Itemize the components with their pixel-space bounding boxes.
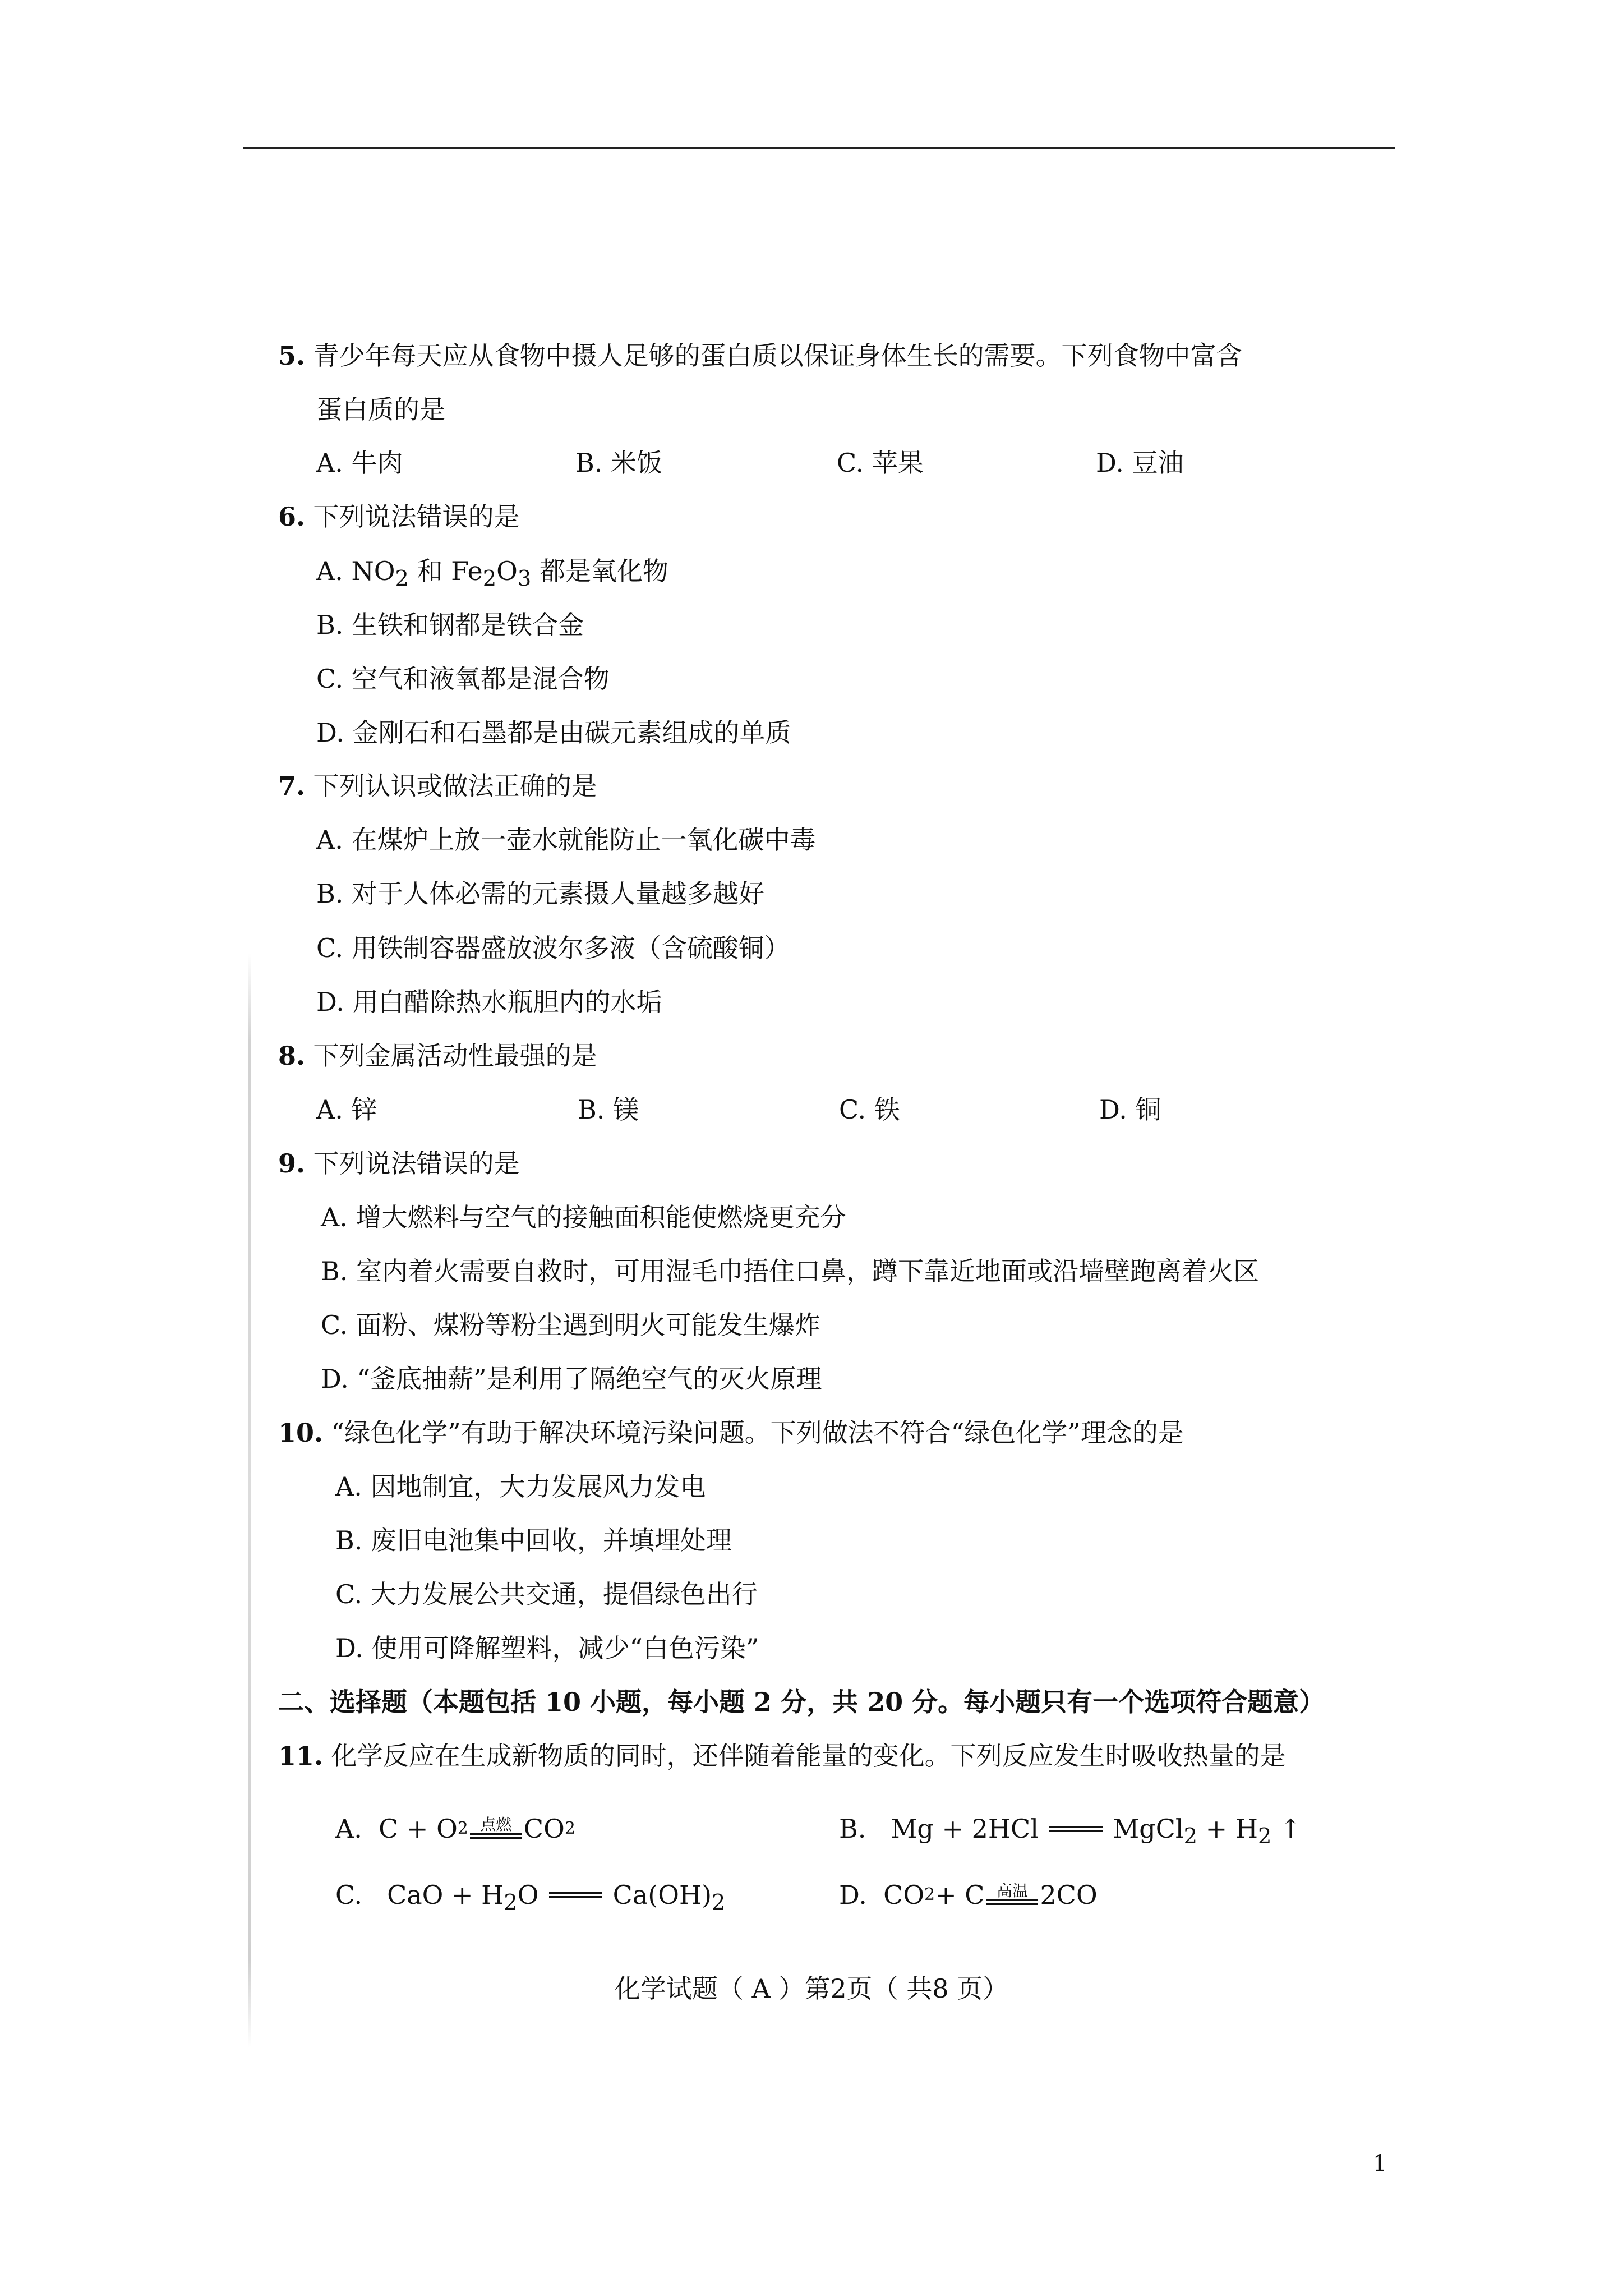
scan-edge-shadow bbox=[248, 954, 251, 2047]
q11-option-d bbox=[839, 1878, 1098, 1912]
q10-option-a: A. 因地制宜，大力发展风力发电 bbox=[335, 1471, 706, 1502]
q6-option-a-part2: 和 Fe bbox=[408, 556, 483, 586]
q11-option-b-rhs-sub: 2 bbox=[1183, 1824, 1198, 1849]
q11-option-d-condition-text: 高温 bbox=[997, 1881, 1029, 1900]
q10-stem-text: “绿色化学”有助于解决环境污染问题。下列做法不符合“绿色化学”理念的是 bbox=[331, 1418, 1184, 1448]
q6-option-a-part3: O bbox=[496, 556, 518, 586]
q6-option-a-sub1: 2 bbox=[395, 566, 409, 592]
q7-stem-text: 下列认识或做法正确的是 bbox=[313, 771, 597, 801]
q11-option-b-rhs2-sub: 2 bbox=[1257, 1824, 1272, 1849]
q9-stem-text: 下列说法错误的是 bbox=[313, 1148, 520, 1179]
q11-option-d-condition bbox=[986, 1883, 1039, 1912]
q11-option-a-condition bbox=[469, 1816, 523, 1846]
q11-option-d-equals-sign bbox=[986, 1899, 1038, 1905]
q7-option-d: D. 用白醋除热水瓶胆内的水垢 bbox=[316, 987, 662, 1017]
q11-option-c-rhs-sub: 2 bbox=[712, 1890, 726, 1916]
q5-stem-line2: 蛋白质的是 bbox=[316, 394, 445, 425]
q5-option-a: A. 牛肉 bbox=[316, 448, 403, 478]
q8-options bbox=[316, 1093, 1270, 1126]
q10-stem bbox=[278, 1416, 1184, 1450]
header-rule bbox=[243, 147, 1395, 149]
q6-option-a-sub2: 2 bbox=[482, 566, 497, 592]
q6-number: 6. bbox=[278, 501, 306, 532]
q11-option-c bbox=[335, 1878, 725, 1920]
q11-option-a-condition-text: 点燃 bbox=[480, 1815, 512, 1834]
q8-option-a: A. 锌 bbox=[316, 1094, 377, 1125]
q11-option-b-label: B. bbox=[839, 1814, 866, 1844]
q8-stem bbox=[278, 1039, 597, 1073]
q11-option-b-rhs2: + H bbox=[1197, 1814, 1258, 1844]
q5-option-c: C. 苹果 bbox=[837, 448, 924, 478]
q11-option-c-lhs: CaO + H bbox=[387, 1880, 504, 1910]
q6-option-a-sub3: 3 bbox=[517, 566, 532, 592]
q5-number: 5. bbox=[278, 341, 306, 371]
q5-option-b: B. 米饭 bbox=[575, 448, 663, 478]
q8-stem-text: 下列金属活动性最强的是 bbox=[313, 1041, 597, 1071]
q11-option-a-rhs: CO bbox=[523, 1814, 565, 1844]
q8-option-b: B. 镁 bbox=[578, 1094, 639, 1125]
q7-option-a: A. 在煤炉上放一壶水就能防止一氧化碳中毒 bbox=[316, 825, 816, 855]
q6-option-d: D. 金刚石和石墨都是由碳元素组成的单质 bbox=[316, 717, 791, 748]
q9-option-a: A. 增大燃料与空气的接触面积能使燃烧更充分 bbox=[321, 1202, 846, 1232]
q11-option-a-lhs-sub: 2 bbox=[457, 1819, 468, 1838]
q9-option-d: D. “釜底抽薪”是利用了隔绝空气的灭火原理 bbox=[321, 1364, 822, 1394]
q7-option-b: B. 对于人体必需的元素摄人量越多越好 bbox=[316, 878, 765, 909]
q6-option-a-part1: A. NO bbox=[316, 556, 395, 586]
q5-stem-text: 青少年每天应从食物中摄人足够的蛋白质以保证身体生长的需要。下列食物中富含 bbox=[313, 341, 1242, 371]
q5-stem-line1 bbox=[278, 339, 1242, 372]
q10-number: 10. bbox=[278, 1418, 324, 1448]
q11-option-a-label: A. bbox=[335, 1814, 362, 1844]
page-number: 1 bbox=[1373, 2151, 1387, 2177]
q11-option-c-label: C. bbox=[335, 1880, 363, 1910]
q11-option-c-lhs2: O bbox=[517, 1880, 539, 1910]
q11-option-a-equals-sign bbox=[470, 1833, 522, 1839]
q11-option-c-lhs-sub: 2 bbox=[504, 1890, 518, 1916]
q9-stem bbox=[278, 1147, 520, 1180]
q11-option-b-equals-sign bbox=[1049, 1826, 1103, 1832]
q11-option-d-lhs2: + C bbox=[935, 1880, 985, 1910]
q11-stem bbox=[278, 1739, 1286, 1773]
q7-option-c: C. 用铁制容器盛放波尔多液（含硫酸铜） bbox=[316, 933, 790, 963]
q11-option-d-equation bbox=[839, 1878, 1098, 1912]
q11-option-c-rhs: Ca(OH) bbox=[612, 1880, 712, 1910]
q6-option-b: B. 生铁和钢都是铁合金 bbox=[316, 610, 584, 640]
q8-option-d: D. 铜 bbox=[1099, 1094, 1161, 1125]
q6-option-a-part4: 都是氧化物 bbox=[531, 556, 668, 586]
q11-option-d-lhs-sub: 2 bbox=[924, 1885, 935, 1904]
q6-stem-text: 下列说法错误的是 bbox=[313, 501, 520, 532]
q11-option-d-rhs: 2CO bbox=[1040, 1880, 1098, 1910]
page-footer: 化学试题（ A ）第2页（ 共8 页） bbox=[614, 1973, 1009, 2004]
q9-option-b: B. 室内着火需要自救时，可用湿毛巾捂住口鼻，蹲下靠近地面或沿墙壁跑离着火区 bbox=[321, 1256, 1260, 1286]
q11-option-a-lhs: C + O bbox=[379, 1814, 458, 1844]
q9-option-c: C. 面粉、煤粉等粉尘遇到明火可能发生爆炸 bbox=[321, 1310, 820, 1340]
q11-option-b-lhs: Mg + 2HCl bbox=[891, 1814, 1039, 1844]
q6-option-a bbox=[316, 554, 668, 596]
q11-option-d-lhs: CO bbox=[883, 1880, 925, 1910]
q6-option-c: C. 空气和液氧都是混合物 bbox=[316, 664, 610, 694]
q11-option-a-equation bbox=[335, 1812, 575, 1846]
q11-option-b-rhs: MgCl bbox=[1113, 1814, 1184, 1844]
q7-stem bbox=[278, 769, 597, 803]
q11-stem-text: 化学反应在生成新物质的同时，还伴随着能量的变化。下列反应发生时吸收热量的是 bbox=[331, 1741, 1286, 1771]
q10-option-c: C. 大力发展公共交通，提倡绿色出行 bbox=[335, 1579, 758, 1609]
q11-option-a-rhs-sub: 2 bbox=[564, 1819, 575, 1838]
q8-number: 8. bbox=[278, 1041, 306, 1071]
q11-option-b bbox=[839, 1812, 1302, 1853]
q7-number: 7. bbox=[278, 771, 306, 801]
q9-number: 9. bbox=[278, 1148, 306, 1179]
q8-option-c: C. 铁 bbox=[839, 1094, 900, 1125]
q6-stem bbox=[278, 500, 520, 533]
q11-option-a bbox=[335, 1812, 575, 1846]
q11-option-d-label: D. bbox=[839, 1880, 867, 1910]
q10-option-d: D. 使用可降解塑料，减少“白色污染” bbox=[335, 1633, 759, 1663]
up-arrow-icon: ↑ bbox=[1271, 1814, 1302, 1844]
section-2-heading: 二、选择题（本题包括 10 小题，每小题 2 分，共 20 分。每小题只有一个选项符合题意） bbox=[278, 1687, 1325, 1717]
q11-number: 11. bbox=[278, 1741, 324, 1771]
q5-option-d: D. 豆油 bbox=[1096, 448, 1184, 478]
q10-option-b: B. 废旧电池集中回收，并填埋处理 bbox=[335, 1525, 732, 1556]
q5-options bbox=[316, 446, 1270, 480]
q11-option-c-equals-sign bbox=[549, 1892, 602, 1898]
